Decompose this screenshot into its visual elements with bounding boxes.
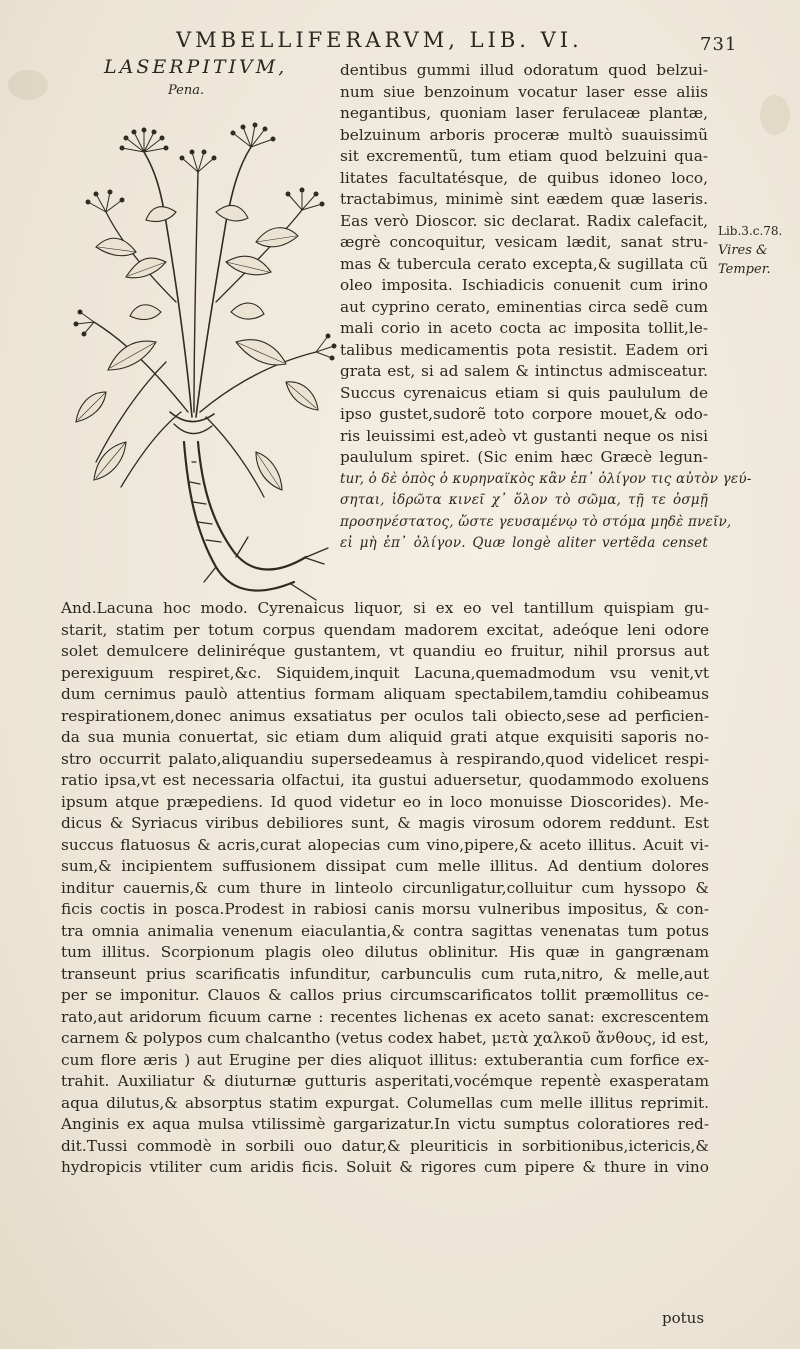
marginal-heading: Temper.	[718, 262, 771, 277]
text-line: carnem & polypos cum chalcantho (vetus codex habet, μετὰ χαλκοῦ ἄνθους, id est,	[61, 1029, 709, 1047]
text-line: cum flore æris ) aut Erugine per dies aliquot illitus: extuberantia cum forfice ex-	[61, 1050, 709, 1069]
marginal-reference: Lib.3.c.78.	[718, 224, 783, 238]
text-line: dum cernimus paulò attentius formam aliquam spectabilem,tamdiu cohibeamus	[61, 685, 709, 703]
plant-caption: Pena.	[168, 83, 205, 98]
text-line: dicus & Syriacus viribus debiliores sunt, & magis virosum odorem reddunt. Est	[61, 814, 709, 832]
foxing-stain	[8, 70, 48, 100]
text-line: sum,& incipientem suffusionem dissipat cum melle illitus. Ad dentium dolores	[61, 857, 709, 875]
text-line: mali corio in aceto cocta ac imposita tollit,le-	[340, 319, 708, 337]
text-line: solet demulcere deliniréque gustantem, vt quandiu eo fruitur, nihil prorsus aut	[61, 642, 709, 660]
text-line: tra omnia animalia venenum eiaculantia,& contra sagittas venenatas tum potus	[61, 921, 709, 940]
text-line: num siue benzoinum vocatur laser esse aliis	[340, 82, 708, 101]
text-line: dit.Tussi commodè in sorbili ouo datur,& pleuriticis in sorbitionibus,ictericis,&	[61, 1136, 709, 1155]
text-line: negantibus, quoniam laser ferulaceæ plantæ,	[340, 104, 708, 122]
text-line: per se imponitur. Clauos & callos prius circumscarificatos tollit præmollitus ce-	[61, 986, 709, 1004]
text-line: oleo imposita. Ischiadicis conuenit cum irino	[340, 276, 708, 294]
text-line: talibus medicamentis pota resistit. Eadem ori	[340, 340, 708, 359]
text-line: belzuinum arboris proceræ multò suauissimũ	[340, 125, 708, 144]
text-line: mas & tubercula cerato excepta,& sugillata cũ	[340, 254, 708, 273]
greek-text-line: tur, ὁ δὲ ὀπὸς ὁ κυρηναϊκὸς κἂν ἐπ᾽ ὀλίγον τις αὐτὸν γεύ-	[340, 470, 752, 487]
foxing-stain	[760, 95, 790, 135]
text-line: ratio ipsa,vt est necessaria olfactui, ita gustui aduersetur, quodammodo exoluens	[61, 771, 709, 789]
text-line: trahit. Auxiliatur & diuturnæ gutturis asperitati,vocémque repentè exasperatam	[61, 1072, 709, 1090]
text-line: starit, statim per totum corpus quendam madorem excitat, adeóque leni odore	[61, 620, 709, 639]
text-line: tum illitus. Scorpionum plagis oleo dilutus oblinitur. His quæ in gangrænam	[61, 943, 709, 961]
text-line: tractabimus, minimè sint eædem quæ laseris.	[340, 190, 708, 208]
text-line: perexiguum respiret,&c. Siquidem,inquit Lacuna,quemadmodum vsu venit,vt	[61, 663, 709, 682]
greek-text-line: εἰ μὴ ἐπ᾽ ὀλίγον. Quæ longè aliter vertẽda censet	[340, 535, 708, 551]
text-line: grata est, si ad salem & intinctus admisceatur.	[340, 362, 708, 380]
page-number: 731	[700, 34, 738, 55]
text-line: succus flatuosus & acris,curat alopecias cum vino,pipere,& aceto illitus. Acuit vi-	[61, 835, 709, 854]
running-head: VMBELLIFERARVM, LIB. VI.	[176, 28, 583, 52]
greek-text-line: σηται, ἱδρῶτα κινεῖ χ᾽ ὅλον τὸ σῶμα, τῇ τε ὀσμῇ	[340, 492, 708, 508]
text-line: ipsum atque præpediens. Id quod videtur eo in loco monuisse Dioscorides). Me-	[61, 792, 709, 811]
text-line: hydropicis vtiliter cum aridis ficis. Soluit & rigores cum pipere & thure in vino	[61, 1158, 709, 1176]
laserpitium-woodcut-illustration	[66, 112, 338, 612]
marginal-note	[718, 222, 788, 279]
text-line: aut cyprino cerato, eminentias circa sedẽ cum	[340, 297, 708, 316]
text-line: da sua munia conuertat, sic etiam dum aliquid grati atque exquisiti saporis no-	[61, 728, 709, 746]
text-line: aqua dilutus,& absorptus statim expurgat. Columellas cum melle illitus reprimit.	[61, 1093, 709, 1112]
text-line: rato,aut aridorum ficuum carne : recentes lichenas ex aceto sanat: excrescentem	[61, 1007, 709, 1026]
text-line: dentibus gummi illud odoratum quod belzui-	[340, 61, 708, 79]
text-line: stro occurrit palato,aliquandiu supersedeamus à respirando,quod videlicet respi-	[61, 749, 709, 768]
text-column-full-width	[61, 598, 709, 1179]
text-line: ris leuissimi est,adeò vt gustanti neque os nisi	[340, 426, 708, 445]
text-line: ipso gustet,sudorẽ toto corpore mouet,& odo-	[340, 405, 708, 423]
text-line: ficis coctis in posca.Prodest in rabiosi canis morsu vulneribus impositus, & con-	[61, 900, 709, 918]
marginal-heading: Vires &	[718, 243, 768, 258]
text-line: Succus cyrenaicus etiam si quis paululum de	[340, 383, 708, 402]
text-line: Eas verò Dioscor. sic declarat. Radix calefacit,	[340, 211, 708, 230]
catchword: potus	[662, 1309, 705, 1327]
greek-text-line: προσηνέστατος, ὥστε γευσαμένῳ τὸ στόμα μηδὲ πνεῖν,	[340, 513, 732, 530]
text-line: ægrè concoquitur, vesicam lædit, sanat stru-	[340, 233, 708, 251]
text-line: respirationem,donec animus exsatiatus per oculos tali obiecto,sese ad perficien-	[61, 706, 709, 725]
text-line: paululum spiret. (Sic enim hæc Græcè legun-	[340, 448, 708, 466]
text-line: Anginis ex aqua mulsa vtilissimè gargarizatur.In victu sumptus coloratiores red-	[61, 1115, 709, 1133]
text-line: litates facultatésque, de quibus idoneo loco,	[340, 168, 708, 187]
text-line: inditur cauernis,& cum thure in linteolo circunligatur,colluitur cum hyssopo &	[61, 878, 709, 897]
plant-title: LASERPITIVM,	[104, 56, 288, 78]
text-line: sit excrementũ, tum etiam quod belzuini qua-	[340, 147, 708, 165]
text-line: transeunt prius scarificatis infunditur, carbunculis cum ruta,nitro, & melle,aut	[61, 964, 709, 983]
text-line: And.Lacuna hoc modo. Cyrenaicus liquor, si ex eo vel tantillum quispiam gu-	[61, 599, 709, 617]
